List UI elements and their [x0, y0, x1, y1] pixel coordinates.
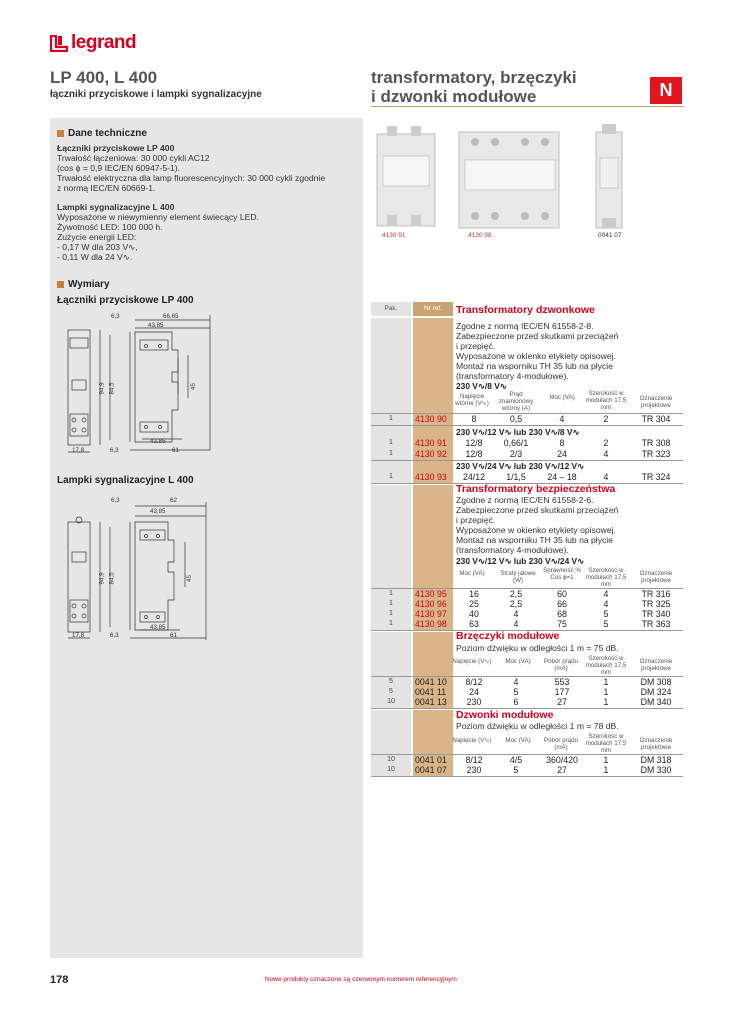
data-cell: 2,5: [509, 599, 523, 609]
data-cell: 5: [513, 765, 519, 775]
pak-cell: 1: [389, 473, 393, 480]
column-header: Oznaczenie projektowe: [639, 737, 673, 751]
column-header: Napięcie (V∿): [452, 737, 492, 744]
data-cell: TR 363: [641, 619, 671, 629]
dim-label: 61: [170, 632, 177, 639]
data-cell: 66: [557, 599, 567, 609]
section-title: Transformatory bezpieczeństwa: [456, 483, 616, 495]
data-cell: 1: [603, 697, 609, 707]
section-description: Zgodne z normą IEC/EN 61558-2-6. Zabezpieczone przed skutkami przeciążeń i przepięć. Wyposażone w okienko etykiety opisowej. Montaż na wsporniku TH 35 lub na płycie (transformatory 4-modułowe).: [456, 495, 619, 555]
lp-tech-heading: Łączniki przyciskowe LP 400: [57, 143, 175, 153]
data-cell: 63: [469, 619, 479, 629]
data-cell: 5: [603, 609, 609, 619]
ref-cell: 4130 90: [415, 414, 447, 424]
legrand-logo: [50, 32, 136, 54]
photo-ref: 4130 98: [468, 232, 492, 239]
data-cell: 2: [603, 414, 609, 424]
data-cell: 0,5: [509, 414, 523, 424]
data-cell: TR 323: [641, 449, 671, 459]
lp-tech-line: Trwałość łączeniowa: 30 000 cykli AC12: [57, 153, 210, 163]
data-cell: 0,66/1: [503, 438, 529, 448]
data-cell: 4: [603, 449, 609, 459]
dim-label: 94,9: [98, 572, 106, 585]
voltage-header: 230 V∿/12 V∿ lub 230 V∿/8 V∿: [456, 427, 580, 437]
data-cell: 4: [603, 472, 609, 482]
voltage-header: 230 V∿/8 V∿: [456, 381, 507, 391]
dim-label: 84,5: [108, 572, 116, 585]
ref-cell: 4130 97: [415, 609, 447, 619]
header-divider: [371, 106, 684, 107]
tech-data-section: [57, 128, 357, 262]
pak-cell: 5: [389, 678, 393, 685]
data-cell: 553: [554, 677, 570, 687]
data-cell: 24 – 18: [547, 472, 577, 482]
col-pak-header: Pak.: [371, 302, 411, 316]
l-dimensions-title: Lampki sygnalizacyjne L 400: [57, 475, 194, 486]
photo-ref: 0041 07: [598, 232, 622, 239]
col-pak-bg: [371, 632, 411, 708]
product-photo-004107: [590, 122, 630, 232]
column-header: Sprawność % Cos ϕ=1: [543, 567, 581, 581]
data-cell: TR 316: [641, 589, 671, 599]
pak-cell: 10: [387, 756, 395, 763]
data-cell: 25: [469, 599, 479, 609]
column-header: Oznaczenie projektowe: [639, 395, 673, 409]
section-title: Dzwonki modułowe: [456, 709, 554, 721]
pak-cell: 10: [387, 698, 395, 705]
data-cell: 230: [466, 697, 482, 707]
column-header: Oznaczenie projektowe: [639, 570, 673, 584]
pak-cell: 10: [387, 766, 395, 773]
dim-label: 43,85: [150, 624, 166, 631]
data-cell: DM 330: [640, 765, 672, 775]
data-cell: TR 308: [641, 438, 671, 448]
pak-cell: 1: [389, 620, 393, 627]
data-cell: TR 324: [641, 472, 671, 482]
page-title-left: LP 400, L 400: [50, 68, 158, 87]
dim-label: 17,8: [72, 447, 85, 454]
tech-data-heading: Dane techniczne: [57, 128, 357, 139]
pak-cell: 1: [389, 439, 393, 446]
data-cell: 1: [603, 765, 609, 775]
data-cell: 8: [471, 414, 477, 424]
ref-cell: 4130 96: [415, 599, 447, 609]
data-cell: 1: [603, 755, 609, 765]
data-cell: 1: [603, 677, 609, 687]
lp-tech-line: Trwałość elektryczna dla lamp fluorescencyjnych: 30 000 cykli zgodnie: [57, 173, 326, 183]
data-cell: TR 340: [641, 609, 671, 619]
column-header: Napięcie wtórne (V∿): [455, 393, 489, 407]
lp-dimensions-title: Łączniki przyciskowe LP 400: [57, 295, 194, 306]
data-cell: 2: [603, 438, 609, 448]
data-cell: 230: [466, 765, 482, 775]
column-header: Prąd znamionowy wtórny (A): [498, 391, 534, 412]
data-cell: DM 308: [640, 677, 672, 687]
data-cell: 40: [469, 609, 479, 619]
photo-ref: 4130 91: [382, 232, 406, 239]
data-cell: DM 324: [640, 687, 672, 697]
data-cell: 8/12: [465, 677, 483, 687]
ref-cell: 0041 11: [415, 687, 447, 697]
column-header: Szerokość w modułach 17,5 mm: [585, 655, 627, 676]
data-cell: 27: [557, 697, 567, 707]
ref-cell: 4130 91: [415, 438, 447, 448]
column-header: Szerokość w modułach 17,5 mm: [585, 733, 627, 754]
column-header: Szerokość w modułach 17,5 mm: [585, 390, 627, 411]
square-bullet-icon: [57, 281, 64, 288]
col-pak-bg: [371, 318, 411, 483]
data-cell: 1/1,5: [506, 472, 526, 482]
data-cell: TR 304: [641, 414, 671, 424]
l-tech-line: Żywotność LED: 100 000 h.: [57, 222, 163, 232]
title-right-line-2: i dzwonki modułowe: [371, 87, 537, 106]
dim-label: 6,3: [111, 313, 120, 320]
data-cell: TR 325: [641, 599, 671, 609]
ref-cell: 4130 93: [415, 472, 447, 482]
product-photo-413091: [373, 120, 443, 230]
column-header: Pobór prądu (mA): [543, 658, 579, 672]
column-header: Moc (VA): [549, 394, 575, 401]
dim-label: 45: [185, 575, 193, 582]
l-tech-line: - 0,17 W dla 203 V∿,: [57, 242, 138, 252]
dim-label: 6,3: [110, 632, 119, 639]
dim-label: 43,85: [150, 438, 166, 445]
section-title: Brzęczyki modułowe: [456, 630, 560, 642]
brand-name: legrand: [71, 32, 137, 53]
l-tech-line: - 0,11 W dla 24 V∿.: [57, 252, 133, 262]
col-pak-bg: [371, 485, 411, 630]
voltage-header: 230 V∿/12 V∿ lub 230 V∿/24 V∿: [456, 556, 585, 566]
pak-cell: 1: [389, 600, 393, 607]
data-cell: 177: [554, 687, 570, 697]
dim-label: 94,9: [98, 382, 106, 395]
dim-label: 6,3: [110, 447, 119, 454]
dim-label: 61: [172, 447, 179, 454]
data-cell: 68: [557, 609, 567, 619]
legrand-logo-icon: [50, 35, 68, 52]
ref-cell: 4130 95: [415, 589, 447, 599]
title-right-line-1: transformatory, brzęczyki: [371, 68, 577, 87]
data-cell: DM 340: [640, 697, 672, 707]
data-cell: 12/8: [465, 449, 483, 459]
page-number: 178: [50, 974, 69, 986]
dimensions-heading: Wymiary: [57, 279, 110, 290]
column-header: Straty jałowe (W): [500, 570, 536, 584]
section-description: Zgodne z normą IEC/EN 61558-2-8. Zabezpieczone przed skutkami przeciążeń i przepięć. Wyposażone w okienko etykiety opisowej. Montaż na wsporniku TH 35 lub na płycie (transformatory 4-modułowe).: [456, 321, 619, 381]
footer-note: Nowe produkty oznaczone są czerwonym numerem referencyjnym: [265, 976, 457, 983]
data-cell: 4: [513, 677, 519, 687]
page-title-right: [371, 68, 641, 106]
ref-cell: 0041 07: [415, 765, 447, 775]
page-subtitle-left: łączniki przyciskowe i lampki sygnalizacyjne: [50, 89, 262, 100]
ref-cell: 0041 01: [415, 755, 447, 765]
section-description: Poziom dźwięku w odległości 1 m = 75 dB.: [456, 643, 619, 653]
column-header: Moc (VA): [505, 658, 531, 665]
data-cell: 12/8: [465, 438, 483, 448]
data-cell: 360/420: [546, 755, 578, 765]
data-cell: 5: [513, 687, 519, 697]
section-description: Poziom dźwięku w odległości 1 m = 78 dB.: [456, 721, 619, 731]
data-cell: 4: [513, 619, 519, 629]
data-cell: 27: [557, 765, 567, 775]
lp-tech-line: z normą IEC/EN 60669-1.: [57, 183, 156, 193]
lp-tech-line: (cos ϕ = 0,9 IEC/EN 60947-5-1).: [57, 163, 181, 173]
data-cell: 1: [603, 687, 609, 697]
column-header: Napięcie (V∿): [452, 658, 492, 665]
data-cell: 4: [603, 599, 609, 609]
l-tech-line: Wyposażone w niewymienny element świecący LED.: [57, 212, 259, 222]
dim-label: 6,3: [111, 497, 120, 504]
l-tech-heading: Lampki sygnalizacyjne L 400: [57, 202, 175, 212]
dim-label: 62: [170, 497, 177, 504]
dim-label: 17,8: [72, 632, 85, 639]
data-cell: 2,5: [509, 589, 523, 599]
l-tech-line: Zużycie energii LED:: [57, 232, 137, 242]
column-header: Moc (VA): [459, 570, 485, 577]
voltage-header: 230 V∿/24 V∿ lub 230 V∿/12 V∿: [456, 461, 585, 471]
dim-label: 43,85: [148, 322, 164, 329]
data-cell: 16: [469, 589, 479, 599]
dim-label: 43,85: [150, 508, 166, 515]
product-photo-413098: [455, 126, 565, 236]
pak-cell: 1: [389, 450, 393, 457]
data-cell: 4: [513, 609, 519, 619]
data-cell: 24/12: [462, 472, 485, 482]
pak-cell: 5: [389, 688, 393, 695]
column-header: Moc (VA): [505, 737, 531, 744]
data-cell: 24: [469, 687, 479, 697]
data-cell: 8/12: [465, 755, 483, 765]
ref-cell: 0041 10: [415, 677, 447, 687]
data-cell: 4/5: [509, 755, 523, 765]
pak-cell: 1: [389, 415, 393, 422]
dim-label: 66,65: [163, 313, 179, 320]
data-cell: 60: [557, 589, 567, 599]
column-header: Pobór prądu (mA): [543, 737, 579, 751]
data-cell: DM 318: [640, 755, 672, 765]
data-cell: 5: [603, 619, 609, 629]
data-cell: 8: [559, 438, 565, 448]
col-ref-header: Nr ref.: [413, 302, 453, 316]
pak-cell: 1: [389, 610, 393, 617]
ref-cell: 4130 92: [415, 449, 447, 459]
ref-cell: 0041 13: [415, 697, 447, 707]
data-cell: 24: [557, 449, 567, 459]
data-cell: 6: [513, 697, 519, 707]
column-header: Szerokość w modułach 17,5 mm: [585, 567, 627, 588]
data-cell: 75: [557, 619, 567, 629]
new-badge: N: [650, 77, 682, 104]
column-header: Oznaczenie projektowe: [639, 658, 673, 672]
data-cell: 2/3: [509, 449, 523, 459]
pak-cell: 1: [389, 590, 393, 597]
ref-cell: 4130 98: [415, 619, 447, 629]
data-cell: 4: [559, 414, 565, 424]
dim-label: 84,5: [108, 382, 116, 395]
section-title: Transformatory dzwonkowe: [456, 304, 595, 316]
square-bullet-icon: [57, 130, 64, 137]
data-cell: 4: [603, 589, 609, 599]
dim-label: 45: [189, 383, 197, 390]
